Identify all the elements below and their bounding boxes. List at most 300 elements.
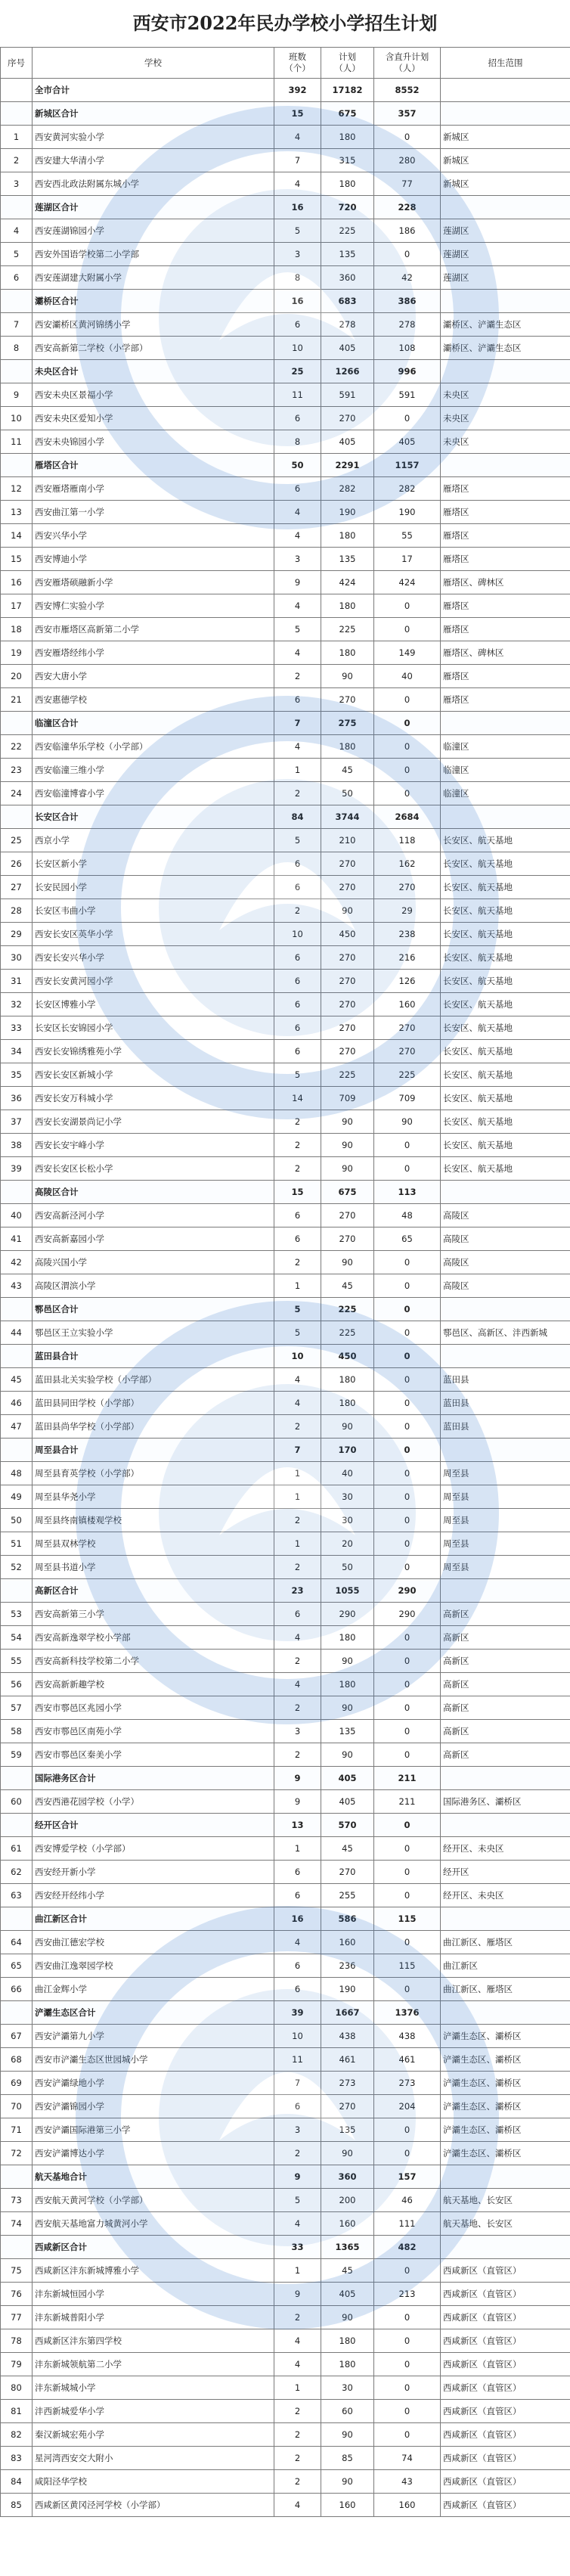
subtotal-row <box>1 1345 570 1368</box>
row-direct: 438 <box>374 2025 441 2048</box>
row-plan: 270 <box>321 970 374 993</box>
row-classes: 6 <box>274 1204 321 1227</box>
row-classes: 2 <box>274 1415 321 1439</box>
row-seq <box>1 1767 33 1790</box>
table-row <box>1 1696 570 1720</box>
row-plan: 270 <box>321 852 374 876</box>
row-scope: 西咸新区（直管区） <box>441 2447 570 2470</box>
row-classes: 8 <box>274 266 321 290</box>
row-scope: 西咸新区（直管区） <box>441 2259 570 2283</box>
row-school: 西安长安区长松小学 <box>33 1157 274 1181</box>
row-plan: 90 <box>321 1696 374 1720</box>
table-row <box>1 2423 570 2447</box>
row-direct: 0 <box>374 1485 441 1509</box>
row-scope: 长安区、航天基地 <box>441 993 570 1016</box>
row-scope: 长安区、航天基地 <box>441 1134 570 1157</box>
row-scope: 浐灞生态区、灞桥区 <box>441 2118 570 2142</box>
row-plan: 180 <box>321 1392 374 1415</box>
row-seq: 11 <box>1 430 33 454</box>
row-seq: 15 <box>1 548 33 571</box>
row-classes: 9 <box>274 2165 321 2189</box>
table-row <box>1 641 570 665</box>
row-classes: 4 <box>274 641 321 665</box>
row-plan: 200 <box>321 2189 374 2212</box>
row-plan: 180 <box>321 1626 374 1650</box>
row-plan: 85 <box>321 2447 374 2470</box>
row-seq: 64 <box>1 1931 33 1954</box>
row-plan: 290 <box>321 1603 374 1626</box>
row-school: 西安大唐小学 <box>33 665 274 688</box>
row-school: 秦汉新城宏苑小学 <box>33 2423 274 2447</box>
row-scope: 长安区、航天基地 <box>441 1016 570 1040</box>
row-classes: 33 <box>274 2236 321 2259</box>
row-plan: 30 <box>321 1485 374 1509</box>
row-seq: 27 <box>1 876 33 899</box>
table-row <box>1 594 570 618</box>
subtotal-row <box>1 1767 570 1790</box>
row-school: 西安高新逸翠学校小学部 <box>33 1626 274 1650</box>
row-seq: 1 <box>1 126 33 149</box>
row-classes: 2 <box>274 1251 321 1274</box>
row-direct: 0 <box>374 2376 441 2400</box>
row-direct: 0 <box>374 1392 441 1415</box>
row-scope: 未央区 <box>441 407 570 430</box>
row-direct: 126 <box>374 970 441 993</box>
row-direct: 0 <box>374 688 441 712</box>
row-seq <box>1 1907 33 1931</box>
row-plan: 90 <box>321 2142 374 2165</box>
row-direct: 238 <box>374 923 441 946</box>
row-school: 西安经开新小学 <box>33 1861 274 1884</box>
row-scope: 浐灞生态区、灞桥区 <box>441 2095 570 2118</box>
row-plan: 160 <box>321 2494 374 2517</box>
subtotal-row <box>1 2001 570 2025</box>
row-direct: 0 <box>374 2329 441 2353</box>
subtotal-row <box>1 454 570 477</box>
row-plan: 90 <box>321 1134 374 1157</box>
row-direct: 55 <box>374 524 441 548</box>
row-scope <box>441 2165 570 2189</box>
row-seq: 61 <box>1 1837 33 1861</box>
row-direct: 216 <box>374 946 441 970</box>
row-plan: 683 <box>321 290 374 313</box>
row-classes: 11 <box>274 383 321 407</box>
row-seq <box>1 1181 33 1204</box>
row-school: 高新区合计 <box>33 1579 274 1603</box>
row-scope: 新城区 <box>441 149 570 172</box>
row-scope: 高新区 <box>441 1673 570 1696</box>
row-classes: 15 <box>274 102 321 126</box>
row-classes: 5 <box>274 1063 321 1087</box>
table-row <box>1 2072 570 2095</box>
row-direct: 0 <box>374 243 441 266</box>
row-direct: 204 <box>374 2095 441 2118</box>
row-seq <box>1 360 33 383</box>
row-plan: 270 <box>321 2095 374 2118</box>
row-plan: 591 <box>321 383 374 407</box>
subtotal-row <box>1 1579 570 1603</box>
row-scope: 长安区、航天基地 <box>441 1110 570 1134</box>
row-school: 西安外国语学校第二小学部 <box>33 243 274 266</box>
row-plan: 275 <box>321 712 374 735</box>
row-plan: 270 <box>321 1227 374 1251</box>
row-direct: 591 <box>374 383 441 407</box>
row-classes: 5 <box>274 219 321 243</box>
row-seq: 30 <box>1 946 33 970</box>
row-school: 长安民园小学 <box>33 876 274 899</box>
row-plan: 45 <box>321 2259 374 2283</box>
row-classes: 10 <box>274 2025 321 2048</box>
row-school: 西安长安宇峰小学 <box>33 1134 274 1157</box>
row-scope: 周至县 <box>441 1462 570 1485</box>
row-scope: 雁塔区 <box>441 665 570 688</box>
row-direct: 0 <box>374 2118 441 2142</box>
table-row <box>1 407 570 430</box>
row-seq: 55 <box>1 1650 33 1673</box>
row-direct: 278 <box>374 313 441 337</box>
row-direct: 0 <box>374 1509 441 1532</box>
row-school: 长安区长安锦园小学 <box>33 1016 274 1040</box>
row-plan: 180 <box>321 524 374 548</box>
row-scope <box>441 1579 570 1603</box>
row-plan: 405 <box>321 337 374 360</box>
row-seq: 60 <box>1 1790 33 1814</box>
table-row <box>1 172 570 196</box>
table-row <box>1 313 570 337</box>
row-direct: 0 <box>374 1462 441 1485</box>
table-row <box>1 1040 570 1063</box>
row-school: 西安曲江德宏学校 <box>33 1931 274 1954</box>
table-row <box>1 2118 570 2142</box>
row-seq: 79 <box>1 2353 33 2376</box>
row-classes: 6 <box>274 876 321 899</box>
row-plan: 180 <box>321 594 374 618</box>
table-row <box>1 1673 570 1696</box>
row-classes: 4 <box>274 126 321 149</box>
row-plan: 282 <box>321 477 374 501</box>
row-direct: 1376 <box>374 2001 441 2025</box>
row-plan: 270 <box>321 1204 374 1227</box>
row-direct: 461 <box>374 2048 441 2072</box>
row-school: 西咸新区沣东新城博雅小学 <box>33 2259 274 2283</box>
row-seq: 62 <box>1 1861 33 1884</box>
row-school: 西安高新新趣学校 <box>33 1673 274 1696</box>
row-classes: 6 <box>274 1040 321 1063</box>
row-scope: 浐灞生态区、灞桥区 <box>441 2142 570 2165</box>
row-plan: 17182 <box>321 79 374 102</box>
row-plan: 225 <box>321 1321 374 1345</box>
row-seq: 31 <box>1 970 33 993</box>
row-seq: 25 <box>1 829 33 852</box>
row-plan: 135 <box>321 243 374 266</box>
row-classes: 2 <box>274 782 321 805</box>
row-scope: 长安区、航天基地 <box>441 1040 570 1063</box>
table-row <box>1 1837 570 1861</box>
subtotal-row <box>1 102 570 126</box>
row-scope: 周至县 <box>441 1556 570 1579</box>
row-scope: 长安区、航天基地 <box>441 1157 570 1181</box>
row-direct: 160 <box>374 993 441 1016</box>
row-school: 西安西港花园学校（小学） <box>33 1790 274 1814</box>
row-school: 航天基地合计 <box>33 2165 274 2189</box>
table-row <box>1 2494 570 2517</box>
table-row <box>1 1204 570 1227</box>
row-scope: 浐灞生态区、灞桥区 <box>441 2025 570 2048</box>
row-plan: 135 <box>321 548 374 571</box>
row-scope <box>441 1298 570 1321</box>
row-school: 蓝田县尚华学校（小学部） <box>33 1415 274 1439</box>
row-seq: 2 <box>1 149 33 172</box>
row-school: 临潼区合计 <box>33 712 274 735</box>
header-seq: 序号 <box>1 48 33 79</box>
row-classes: 2 <box>274 1509 321 1532</box>
row-classes: 23 <box>274 1579 321 1603</box>
row-school: 西安市鄠邑区兆园小学 <box>33 1696 274 1720</box>
row-seq: 57 <box>1 1696 33 1720</box>
row-scope <box>441 1439 570 1462</box>
table-row <box>1 1556 570 1579</box>
row-scope: 西咸新区（直管区） <box>441 2329 570 2353</box>
row-direct: 211 <box>374 1790 441 1814</box>
row-seq: 3 <box>1 172 33 196</box>
row-direct: 0 <box>374 407 441 430</box>
row-direct: 0 <box>374 1368 441 1392</box>
row-school: 西安灞桥区黄河锦绣小学 <box>33 313 274 337</box>
row-classes: 14 <box>274 1087 321 1110</box>
row-scope <box>441 805 570 829</box>
row-school: 西安市鄠邑区秦美小学 <box>33 1743 274 1767</box>
row-plan: 1667 <box>321 2001 374 2025</box>
row-direct: 280 <box>374 149 441 172</box>
row-scope: 长安区、航天基地 <box>441 829 570 852</box>
row-school: 西安曲江逸翠园学校 <box>33 1954 274 1978</box>
row-school: 星河湾西安交大附小 <box>33 2447 274 2470</box>
row-seq: 6 <box>1 266 33 290</box>
row-school: 未央区合计 <box>33 360 274 383</box>
row-school: 长安区韦曲小学 <box>33 899 274 923</box>
row-direct: 113 <box>374 1181 441 1204</box>
row-scope: 新城区 <box>441 126 570 149</box>
table-row <box>1 1485 570 1509</box>
row-classes: 4 <box>274 1392 321 1415</box>
row-scope <box>441 196 570 219</box>
row-classes: 4 <box>274 2212 321 2236</box>
header-direct: 含直升计划 （人） <box>374 48 441 79</box>
row-direct: 74 <box>374 2447 441 2470</box>
row-plan: 405 <box>321 1790 374 1814</box>
row-direct: 0 <box>374 1626 441 1650</box>
row-scope: 雁塔区 <box>441 688 570 712</box>
row-seq: 72 <box>1 2142 33 2165</box>
row-direct: 65 <box>374 1227 441 1251</box>
row-direct: 0 <box>374 2259 441 2283</box>
row-seq: 70 <box>1 2095 33 2118</box>
header-scope: 招生范围 <box>441 48 570 79</box>
row-classes: 6 <box>274 2095 321 2118</box>
row-direct: 162 <box>374 852 441 876</box>
row-seq: 66 <box>1 1978 33 2001</box>
row-classes: 84 <box>274 805 321 829</box>
row-scope: 高新区 <box>441 1626 570 1650</box>
row-classes: 10 <box>274 337 321 360</box>
row-seq <box>1 2001 33 2025</box>
row-classes: 2 <box>274 2423 321 2447</box>
row-classes: 2 <box>274 1743 321 1767</box>
row-scope: 周至县 <box>441 1485 570 1509</box>
row-direct: 0 <box>374 735 441 759</box>
row-school: 西安莲湖建大附属小学 <box>33 266 274 290</box>
row-classes: 4 <box>274 172 321 196</box>
row-seq: 23 <box>1 759 33 782</box>
table-row <box>1 571 570 594</box>
table-row <box>1 430 570 454</box>
row-seq: 7 <box>1 313 33 337</box>
row-scope: 曲江新区、雁塔区 <box>441 1931 570 1954</box>
row-school: 西安浐灞国际港第三小学 <box>33 2118 274 2142</box>
table-row <box>1 923 570 946</box>
row-scope <box>441 1345 570 1368</box>
row-school: 沣东新城普阳小学 <box>33 2306 274 2329</box>
row-direct: 213 <box>374 2283 441 2306</box>
row-scope: 西咸新区（直管区） <box>441 2353 570 2376</box>
row-scope: 雁塔区 <box>441 618 570 641</box>
table-row <box>1 946 570 970</box>
table-row <box>1 2353 570 2376</box>
table-row <box>1 2189 570 2212</box>
row-classes: 39 <box>274 2001 321 2025</box>
row-school: 西安浐灞绿地小学 <box>33 2072 274 2095</box>
row-plan: 135 <box>321 2118 374 2142</box>
table-row <box>1 1274 570 1298</box>
table-row <box>1 1931 570 1954</box>
row-school: 经开区合计 <box>33 1814 274 1837</box>
row-plan: 45 <box>321 759 374 782</box>
table-row <box>1 829 570 852</box>
row-direct: 290 <box>374 1603 441 1626</box>
row-seq: 52 <box>1 1556 33 1579</box>
table-row <box>1 266 570 290</box>
row-seq: 22 <box>1 735 33 759</box>
row-classes: 6 <box>274 1978 321 2001</box>
row-scope: 国际港务区、灞桥区 <box>441 1790 570 1814</box>
row-school: 西安浐灞第九小学 <box>33 2025 274 2048</box>
row-school: 西安黄河实验小学 <box>33 126 274 149</box>
row-scope <box>441 1181 570 1204</box>
row-scope: 西咸新区（直管区） <box>441 2400 570 2423</box>
row-direct: 8552 <box>374 79 441 102</box>
row-direct: 0 <box>374 1884 441 1907</box>
table-row <box>1 1392 570 1415</box>
row-plan: 90 <box>321 1650 374 1673</box>
row-classes: 6 <box>274 688 321 712</box>
row-direct: 0 <box>374 2400 441 2423</box>
row-school: 浐灞生态区合计 <box>33 2001 274 2025</box>
row-plan: 225 <box>321 1063 374 1087</box>
table-row <box>1 2329 570 2353</box>
row-direct: 0 <box>374 1931 441 1954</box>
row-seq: 65 <box>1 1954 33 1978</box>
row-classes: 4 <box>274 2329 321 2353</box>
row-school: 周至县育英学校（小学部） <box>33 1462 274 1485</box>
row-school: 西安曲江第一小学 <box>33 501 274 524</box>
row-direct: 190 <box>374 501 441 524</box>
row-plan: 270 <box>321 876 374 899</box>
row-school: 西安市浐灞生态区世园城小学 <box>33 2048 274 2072</box>
row-classes: 5 <box>274 2189 321 2212</box>
row-direct: 17 <box>374 548 441 571</box>
row-direct: 0 <box>374 1650 441 1673</box>
row-seq: 44 <box>1 1321 33 1345</box>
row-direct: 225 <box>374 1063 441 1087</box>
row-direct: 115 <box>374 1907 441 1931</box>
row-classes: 4 <box>274 501 321 524</box>
subtotal-row <box>1 1181 570 1204</box>
row-classes: 6 <box>274 1016 321 1040</box>
row-classes: 6 <box>274 1603 321 1626</box>
row-school: 西安长安区新城小学 <box>33 1063 274 1087</box>
table-body <box>1 79 570 2517</box>
row-direct: 149 <box>374 641 441 665</box>
row-direct: 290 <box>374 1579 441 1603</box>
header-school: 学校 <box>33 48 274 79</box>
row-classes: 6 <box>274 946 321 970</box>
row-plan: 40 <box>321 1462 374 1485</box>
row-school: 西咸新区沣东第四学校 <box>33 2329 274 2353</box>
row-classes: 5 <box>274 1321 321 1345</box>
row-plan: 60 <box>321 2400 374 2423</box>
row-scope: 西咸新区（直管区） <box>441 2470 570 2494</box>
row-plan: 190 <box>321 501 374 524</box>
row-school: 西安惠德学校 <box>33 688 274 712</box>
row-school: 长安区新小学 <box>33 852 274 876</box>
row-direct: 0 <box>374 126 441 149</box>
row-school: 西安浐灞博达小学 <box>33 2142 274 2165</box>
table-row <box>1 126 570 149</box>
row-direct: 186 <box>374 219 441 243</box>
row-school: 沣东新城城小学 <box>33 2376 274 2400</box>
subtotal-row <box>1 805 570 829</box>
row-scope: 雁塔区、碑林区 <box>441 641 570 665</box>
row-scope: 航天基地、长安区 <box>441 2212 570 2236</box>
row-direct: 2684 <box>374 805 441 829</box>
row-scope: 周至县 <box>441 1509 570 1532</box>
row-classes: 4 <box>274 524 321 548</box>
row-direct: 0 <box>374 1556 441 1579</box>
row-plan: 50 <box>321 782 374 805</box>
row-scope: 鄠邑区、高新区、沣西新城 <box>441 1321 570 1345</box>
row-classes: 6 <box>274 1227 321 1251</box>
row-seq: 51 <box>1 1532 33 1556</box>
row-direct: 357 <box>374 102 441 126</box>
row-school: 西安博迪小学 <box>33 548 274 571</box>
row-direct: 482 <box>374 2236 441 2259</box>
row-classes: 5 <box>274 618 321 641</box>
row-direct: 270 <box>374 876 441 899</box>
row-plan: 405 <box>321 2283 374 2306</box>
row-school: 西安高新科技学校第二小学 <box>33 1650 274 1673</box>
row-seq: 59 <box>1 1743 33 1767</box>
row-classes: 4 <box>274 1368 321 1392</box>
row-seq <box>1 712 33 735</box>
subtotal-row <box>1 290 570 313</box>
row-school: 长安区合计 <box>33 805 274 829</box>
row-plan: 424 <box>321 571 374 594</box>
row-classes: 1 <box>274 1837 321 1861</box>
row-seq: 84 <box>1 2470 33 2494</box>
subtotal-row <box>1 1439 570 1462</box>
row-scope <box>441 2236 570 2259</box>
row-school: 蓝田县北关实验学校（小学部） <box>33 1368 274 1392</box>
